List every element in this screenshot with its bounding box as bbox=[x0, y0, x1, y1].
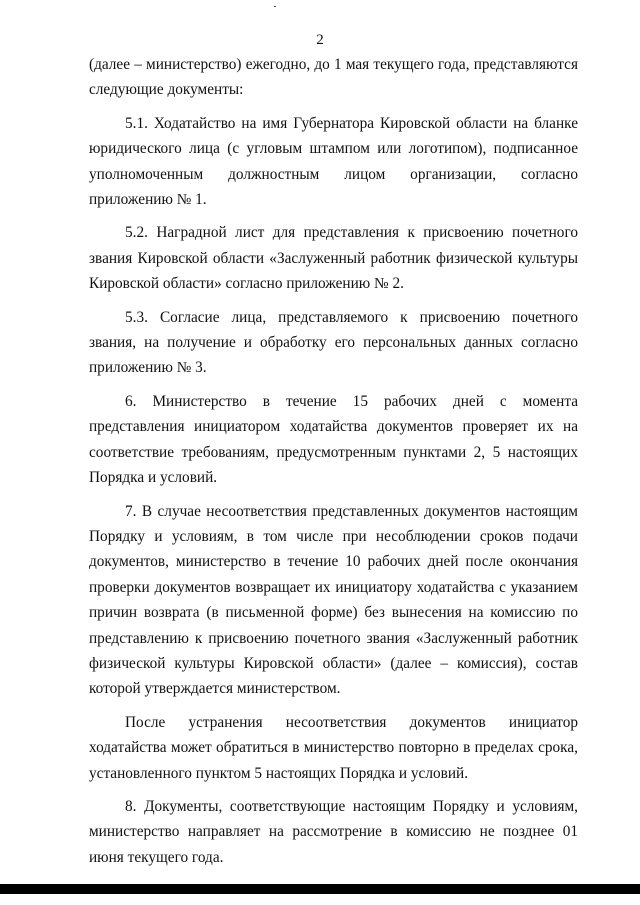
paragraph-5-3: 5.3. Согласие лица, представляемого к присвоению почетного звания, на получение и обработку его персональных данных согласно приложению № 3. bbox=[89, 308, 578, 377]
paragraph-7: 7. В случае несоответствия представленных документов настоящим Порядку и условиям, в том числе при несоблюдении сроков подачи документов, министерство в течение 10 рабочих дней после окончания проверки документов возвращает их инициатору ходатайства с указанием причин возврата (в письменной форме) без вынесения на комиссию по представлению к присвоению почетного звания «Заслуженный работник физической культуры Кировской области» (далее – комиссия), состав которой утверждается министерством. bbox=[89, 502, 578, 698]
paragraph-5-1: 5.1. Ходатайство на имя Губернатора Кировской области на бланке юридического лица (с угловым штампом или логотипом), подписанное уполномоченным должностным лицом организации, согласно приложению № 1. bbox=[89, 114, 578, 209]
page-number: 2 bbox=[316, 32, 324, 48]
document-body bbox=[89, 52, 578, 870]
scan-speck bbox=[274, 6, 276, 7]
scan-bottom-border bbox=[0, 884, 640, 894]
paragraph-6: 6. Министерство в течение 15 рабочих дней с момента представления инициатором ходатайства документов проверяет их на соответствие требованиям, предусмотренным пунктами 2, 5 настоящих Порядка и условий. bbox=[89, 392, 578, 487]
paragraph-7-continued: После устранения несоответствия документов инициатор ходатайства может обратиться в министерство повторно в пределах срока, установленного пунктом 5 настоящих Порядка и условий. bbox=[89, 713, 578, 782]
paragraph-5-2: 5.2. Наградной лист для представления к присвоению почетного звания Кировской области «Заслуженный работник физической культуры Кировской области» согласно приложению № 2. bbox=[89, 224, 578, 293]
paragraph-intro: (далее – министерство) ежегодно, до 1 мая текущего года, представляются следующие документы: bbox=[89, 56, 578, 99]
paragraph-8: 8. Документы, соответствующие настоящим Порядку и условиям, министерство направляет на рассмотрение в комиссию не позднее 01 июня текущего года. bbox=[89, 797, 578, 866]
